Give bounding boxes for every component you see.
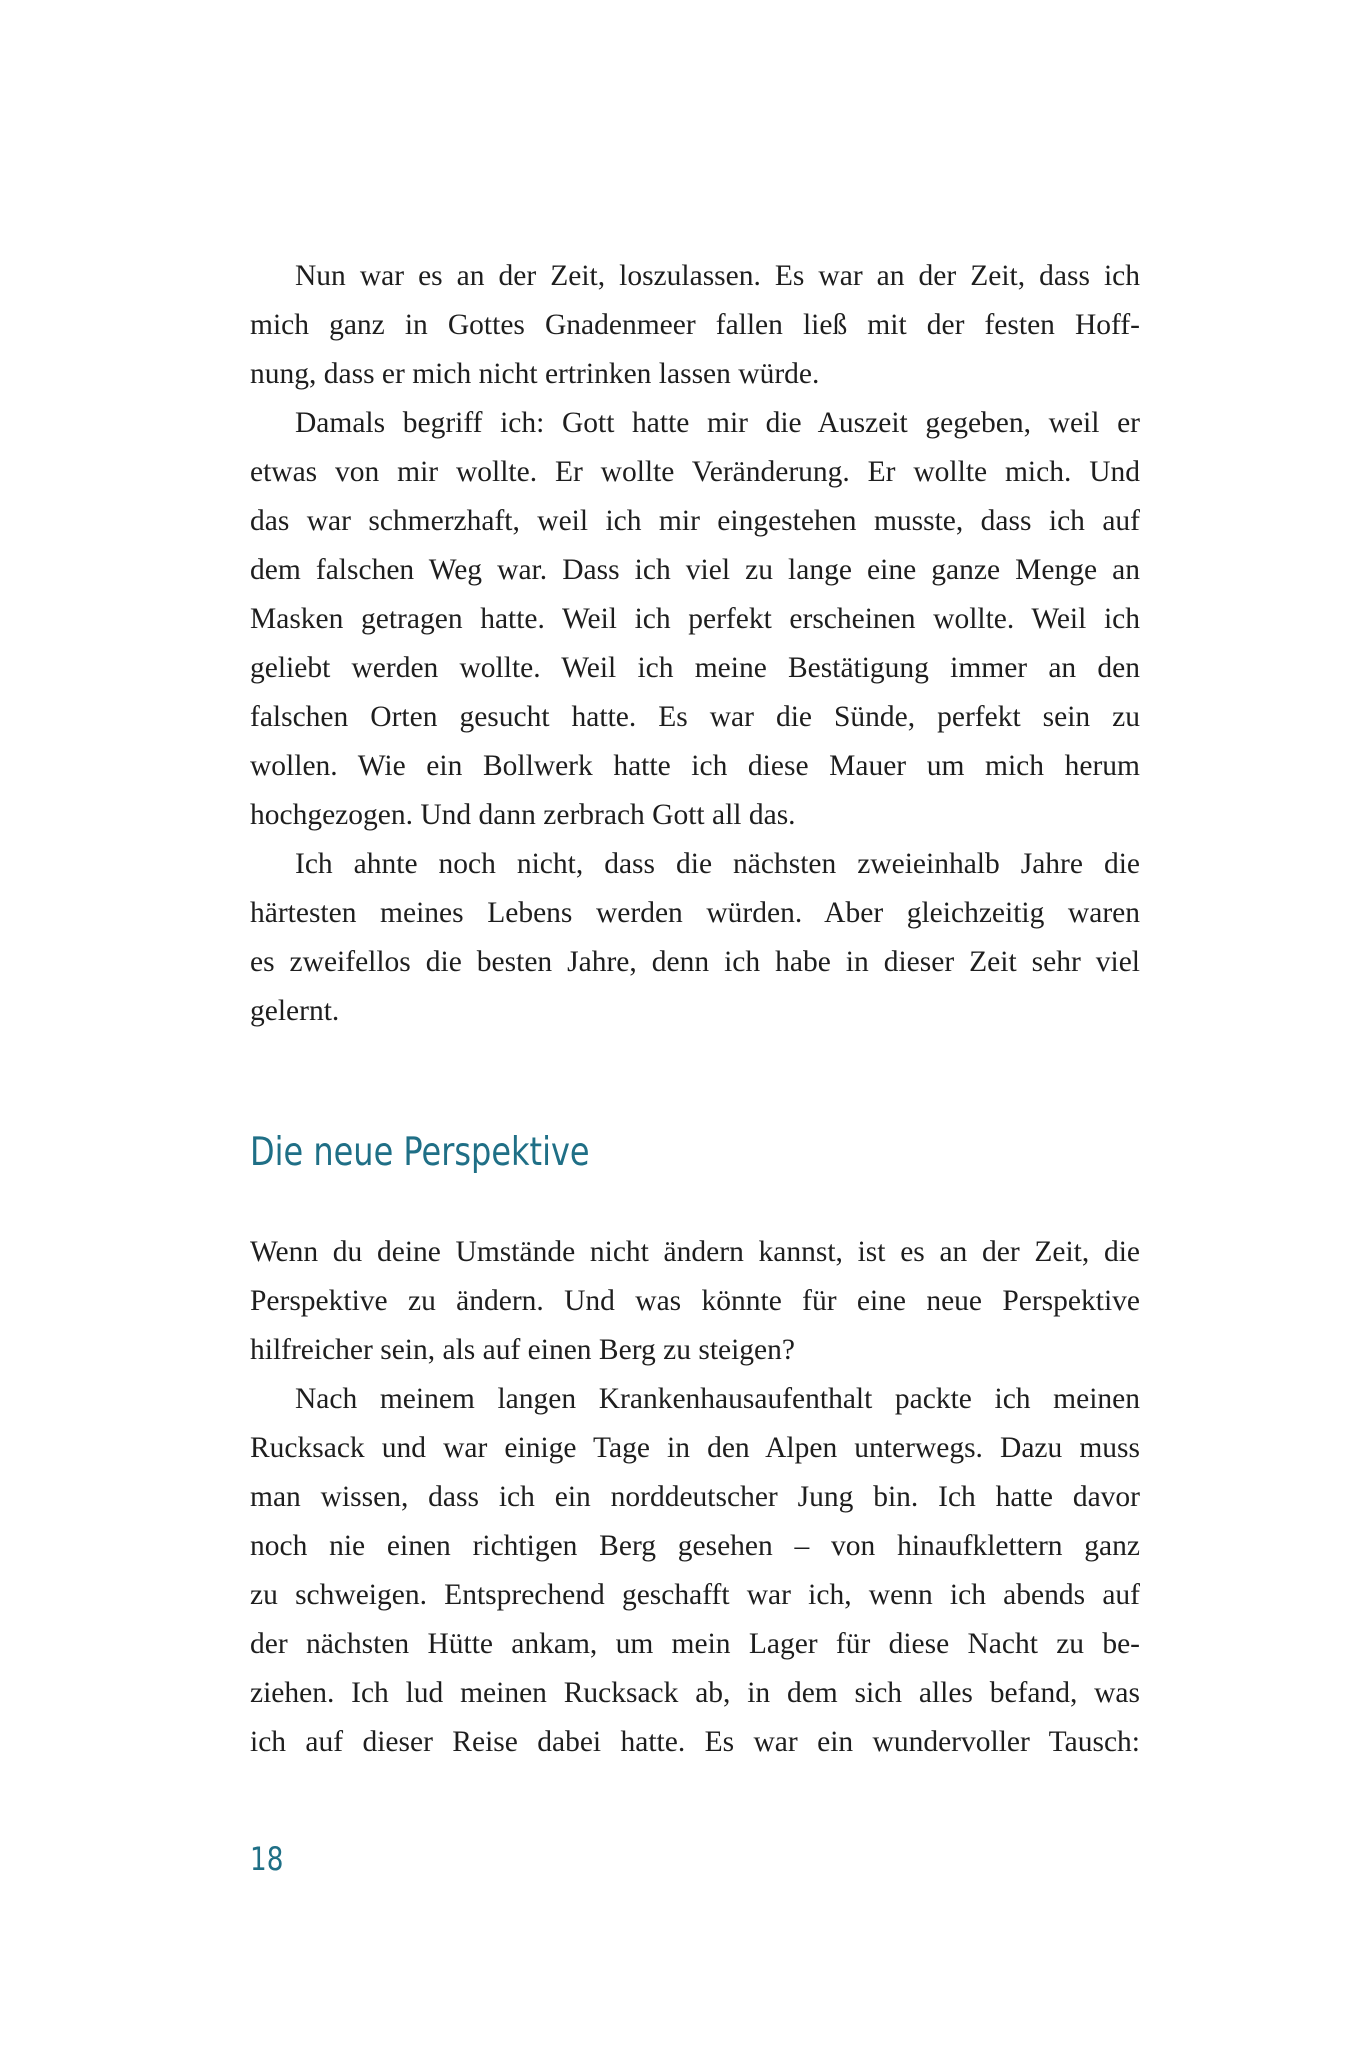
text-line: dem falschen Weg war. Dass ich viel zu lange eine ganze Menge an <box>250 554 1140 586</box>
text-line: noch nie einen richtigen Berg gesehen – von hinaufklettern ganz <box>250 1530 1140 1562</box>
text-line: wollen. Wie ein Bollwerk hatte ich diese Mauer um mich herum <box>250 750 1140 782</box>
text-line: falschen Orten gesucht hatte. Es war die Sünde, perfekt sein zu <box>250 701 1140 733</box>
text-line: ziehen. Ich lud meinen Rucksack ab, in dem sich alles befand, was <box>250 1677 1140 1709</box>
paragraph-block-2 <box>250 1228 1140 1767</box>
text-line: Ich ahnte noch nicht, dass die nächsten zweieinhalb Jahre die <box>295 848 1140 880</box>
text-line: Wenn du deine Umstände nicht ändern kannst, ist es an der Zeit, die <box>250 1236 1140 1268</box>
text-line: Nun war es an der Zeit, loszulassen. Es war an der Zeit, dass ich <box>295 260 1140 292</box>
text-line: Damals begriff ich: Gott hatte mir die Auszeit gegeben, weil er <box>295 407 1140 439</box>
text-line: zu schweigen. Entsprechend geschafft war ich, wenn ich abends auf <box>250 1579 1140 1611</box>
text-line: hochgezogen. Und dann zerbrach Gott all das. <box>250 799 796 831</box>
text-line: gelernt. <box>250 995 340 1027</box>
text-line: mich ganz in Gottes Gnadenmeer fallen ließ mit der festen Hoff- <box>250 309 1140 341</box>
text-line: härtesten meines Lebens werden würden. Aber gleichzeitig waren <box>250 897 1140 929</box>
text-line: etwas von mir wollte. Er wollte Veränderung. Er wollte mich. Und <box>250 456 1140 488</box>
text-line: hilfreicher sein, als auf einen Berg zu steigen? <box>250 1334 795 1366</box>
text-line: es zweifellos die besten Jahre, denn ich habe in dieser Zeit sehr viel <box>250 946 1140 978</box>
page-number: 18 <box>250 1840 284 1878</box>
text-line: Perspektive zu ändern. Und was könnte für eine neue Perspektive <box>250 1285 1140 1317</box>
text-line: ich auf dieser Reise dabei hatte. Es war ein wundervoller Tausch: <box>250 1726 1140 1758</box>
text-line: Masken getragen hatte. Weil ich perfekt erscheinen wollte. Weil ich <box>250 603 1140 635</box>
paragraph-block-1 <box>250 252 1140 1036</box>
text-line: Nach meinem langen Krankenhausaufenthalt packte ich meinen <box>295 1383 1140 1415</box>
section-heading: Die neue Perspektive <box>250 1130 590 1175</box>
text-line: der nächsten Hütte ankam, um mein Lager für diese Nacht zu be- <box>250 1628 1140 1660</box>
text-line: Rucksack und war einige Tage in den Alpen unterwegs. Dazu muss <box>250 1432 1140 1464</box>
text-line: man wissen, dass ich ein norddeutscher Jung bin. Ich hatte davor <box>250 1481 1140 1513</box>
text-line: nung, dass er mich nicht ertrinken lassen würde. <box>250 358 820 390</box>
text-line: geliebt werden wollte. Weil ich meine Bestätigung immer an den <box>250 652 1140 684</box>
text-line: das war schmerzhaft, weil ich mir eingestehen musste, dass ich auf <box>250 505 1140 537</box>
